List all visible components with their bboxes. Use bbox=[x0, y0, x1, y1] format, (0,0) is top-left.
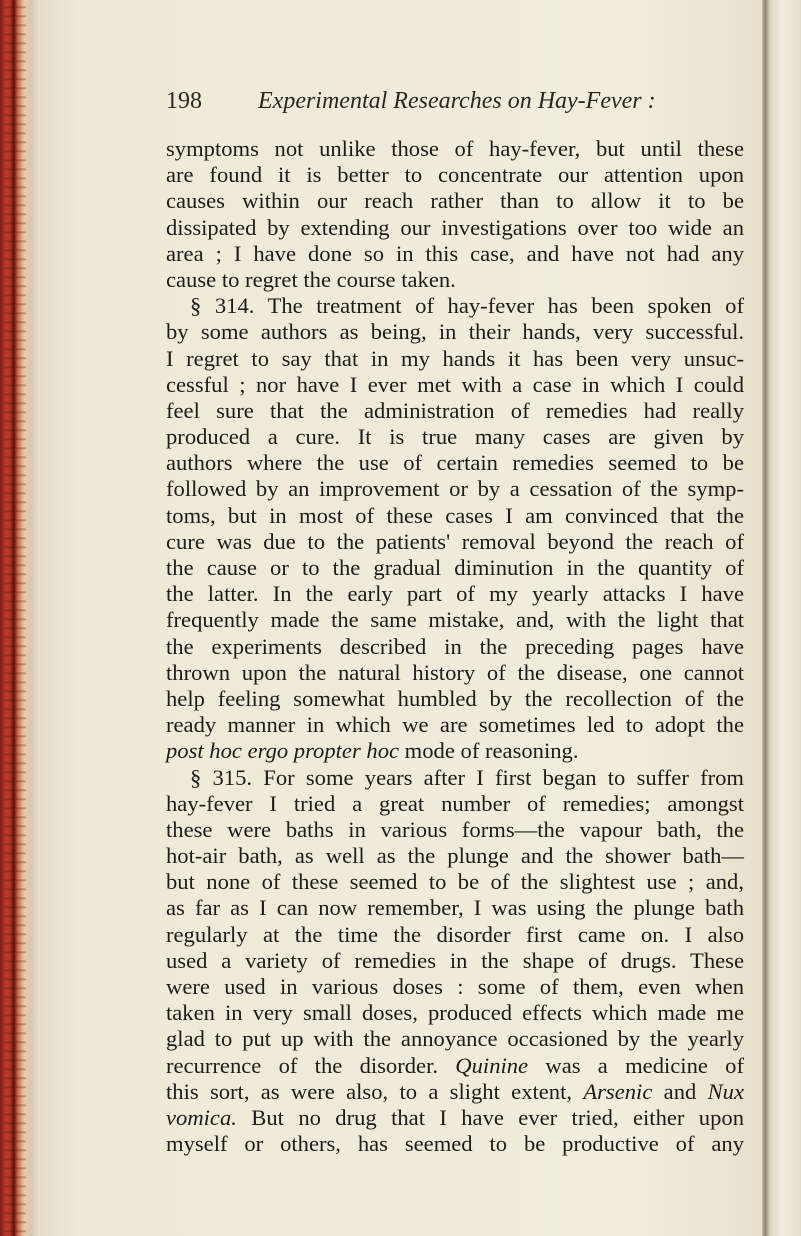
italic-phrase: Quinine bbox=[455, 1052, 529, 1078]
text-line: symptoms not unlike those of hay-fever, but until these bbox=[166, 136, 744, 161]
text-line: by some authors as being, in their hands, very successful. bbox=[166, 319, 744, 345]
text-line: were used in various doses : some of them, even when bbox=[166, 974, 744, 999]
text-line: thrown upon the natural history of the disease, one cannot bbox=[166, 659, 744, 685]
text-line: the latter. In the early part of my yearly attacks I have bbox=[166, 581, 744, 607]
text-line: these were baths in various forms—the vapour bath, the bbox=[166, 816, 744, 842]
page-number: 198 bbox=[166, 88, 202, 114]
text-line: the experiments described in the preceding pages have bbox=[166, 633, 744, 659]
text-fragment: recurrence of the disorder. bbox=[166, 1052, 456, 1078]
text-line: but none of these seemed to be of the slightest use ; and, bbox=[166, 869, 744, 895]
text-line: toms, but in most of these cases I am convinced that the bbox=[166, 502, 744, 528]
italic-phrase: post hoc ergo propter hoc bbox=[166, 738, 400, 764]
page-right-edge bbox=[762, 0, 801, 1236]
body-text bbox=[166, 136, 744, 1157]
text-line: hot-air bath, as well as the plunge and the shower bath— bbox=[166, 843, 744, 869]
text-line: help feeling somewhat humbled by the recollection of the bbox=[166, 685, 744, 711]
text-line: § 315. For some years after I first began to suffer from bbox=[190, 764, 744, 790]
text-fragment: mode of reasoning. bbox=[399, 738, 579, 764]
text-line: regularly at the time the disorder first came on. I also bbox=[166, 921, 744, 947]
text-line: are found it is better to concentrate our attention upon bbox=[166, 162, 744, 188]
text-line: feel sure that the administration of remedies had really bbox=[166, 397, 744, 423]
text-line: dissipated by extending our investigations over too wide an bbox=[166, 214, 744, 240]
text-fragment: But no drug that I have ever tried, either upon bbox=[236, 1104, 744, 1130]
text-line: cure was due to the patients' removal beyond the reach of bbox=[166, 528, 744, 554]
text-fragment: and bbox=[652, 1078, 708, 1104]
text-line: followed by an improvement or by a cessation of the symp- bbox=[166, 476, 744, 502]
text-line: produced a cure. It is true many cases are given by bbox=[166, 424, 744, 450]
text-line: I regret to say that in my hands it has been very unsuc- bbox=[166, 345, 744, 371]
text-fragment: was a medicine of bbox=[528, 1052, 745, 1078]
text-line: authors where the use of certain remedies seemed to be bbox=[166, 450, 744, 476]
italic-phrase: Arsenic bbox=[583, 1078, 653, 1104]
running-title: Experimental Researches on Hay-Fever : bbox=[258, 88, 656, 114]
text-line: ready manner in which we are sometimes led to adopt the bbox=[166, 712, 744, 738]
text-line: hay-fever I tried a great number of remedies; amongst bbox=[166, 790, 744, 816]
text-line: used a variety of remedies in the shape of drugs. These bbox=[166, 947, 744, 973]
text-line: § 314. The treatment of hay-fever has been spoken of bbox=[190, 293, 744, 319]
running-header bbox=[166, 88, 726, 118]
text-line bbox=[166, 1079, 744, 1105]
spine-stripes bbox=[4, 0, 26, 1236]
text-line: causes within our reach rather than to allow it to be bbox=[166, 188, 744, 214]
text-line: taken in very small doses, produced effects which made me bbox=[166, 1000, 744, 1026]
italic-phrase: Nux bbox=[707, 1078, 744, 1104]
text-line: frequently made the same mistake, and, with the light that bbox=[166, 607, 744, 633]
text-line: cause to regret the course taken. bbox=[166, 266, 456, 292]
text-fragment: this sort, as were also, to a slight extent, bbox=[166, 1078, 584, 1104]
italic-phrase: vomica. bbox=[166, 1104, 237, 1130]
text-line: cessful ; nor have I ever met with a case in which I could bbox=[166, 371, 744, 397]
text-line bbox=[166, 1105, 744, 1131]
text-line: glad to put up with the annoyance occasioned by the yearly bbox=[166, 1026, 744, 1052]
text-line: myself or others, has seemed to be productive of any bbox=[166, 1131, 744, 1157]
text-line: the cause or to the gradual diminution in the quantity of bbox=[166, 555, 744, 580]
text-line bbox=[166, 1053, 744, 1079]
text-line: as far as I can now remember, I was using the plunge bath bbox=[166, 895, 744, 921]
book-spine-edge bbox=[0, 0, 40, 1236]
text-line: area ; I have done so in this case, and have not had any bbox=[166, 240, 744, 266]
text-line bbox=[166, 738, 744, 764]
